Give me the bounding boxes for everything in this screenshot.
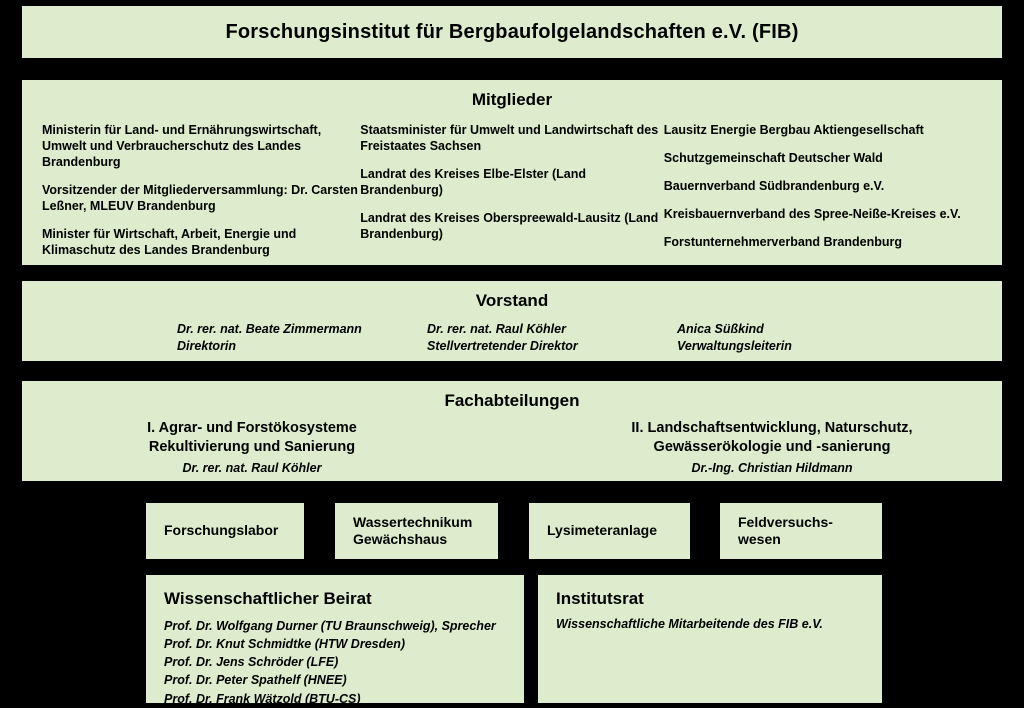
department-line1: I. Agrar- und Forstökosysteme (147, 420, 357, 436)
board-member-role: Direktorin (177, 338, 237, 353)
departments-heading: Fachabteilungen (444, 391, 580, 410)
board-member (677, 321, 927, 355)
list-item: Prof. Dr. Jens Schröder (LFE) (164, 655, 339, 670)
list-item: Schutzgemeinschaft Deutscher Wald (663, 151, 883, 165)
board-member-name: Anica Süßkind (677, 322, 764, 336)
facility-line1: Forschungslabor (164, 522, 279, 539)
facility-box (529, 503, 690, 559)
board-box (22, 281, 1002, 361)
list-item: Forstunternehmerverband Brandenburg (663, 235, 903, 249)
page-title: Forschungsinstitut für Bergbaufolgelandschaften e.V. (FIB) (225, 20, 799, 43)
department (522, 419, 982, 476)
institute-council-box (538, 575, 882, 703)
department-line2: Rekultivierung und Sanierung (148, 438, 356, 455)
facility-line2: Gewächshaus (353, 531, 448, 547)
facility-line1: Wassertechnikum (353, 513, 473, 530)
members-column-3 (664, 122, 982, 258)
facility-box (720, 503, 882, 559)
facility-label (164, 522, 278, 540)
department (42, 419, 522, 476)
board-member-role: Stellvertretender Direktor (427, 338, 578, 353)
departments-box (22, 381, 1002, 481)
board-member (177, 321, 427, 355)
list-item: Staatsminister für Umwelt und Landwirtschaft des Freistaates Sachsen (360, 123, 659, 153)
members-columns (22, 122, 1002, 258)
board-member-name: Dr. rer. nat. Raul Köhler (427, 322, 566, 336)
department-lead: Dr. rer. nat. Raul Köhler (182, 460, 322, 475)
advisory-board-box (146, 575, 524, 706)
members-column-2 (360, 122, 664, 258)
members-column-1 (42, 122, 360, 258)
department-line1: II. Landschaftsentwicklung, Naturschutz, (631, 420, 913, 436)
board-heading: Vorstand (475, 291, 549, 310)
list-item: Prof. Dr. Wolfgang Durner (TU Braunschweig), Sprecher (164, 619, 496, 633)
facility-label (353, 514, 472, 549)
board-member-name: Dr. rer. nat. Beate Zimmermann (177, 322, 362, 336)
institute-council-heading: Institutsrat (556, 589, 644, 608)
department-lead: Dr.-Ing. Christian Hildmann (691, 460, 853, 475)
members-box (22, 80, 1002, 265)
facility-box (335, 503, 498, 559)
advisory-board-list (164, 617, 524, 708)
list-item: Prof. Dr. Frank Wätzold (BTU-CS) (164, 691, 361, 706)
facility-line1: Feldversuchs- (738, 513, 833, 530)
members-heading: Mitglieder (471, 90, 553, 109)
list-item: Landrat des Kreises Oberspreewald-Lausitz (Land Brandenburg) (360, 211, 659, 241)
list-item: Kreisbauernverband des Spree-Neiße-Kreises e.V. (663, 207, 961, 221)
list-item: Landrat des Kreises Elbe-Elster (Land Brandenburg) (360, 167, 586, 197)
departments-row (22, 419, 1002, 476)
department-line2: Gewässerökologie und -sanierung (653, 438, 891, 455)
list-item: Lausitz Energie Bergbau Aktiengesellschaft (663, 123, 924, 137)
institute-council-note: Wissenschaftliche Mitarbeitende des FIB e.V. (556, 617, 823, 631)
facility-line1: Lysimeteranlage (547, 522, 657, 539)
advisory-board-heading: Wissenschaftlicher Beirat (164, 589, 372, 608)
facility-line2: wesen (738, 531, 781, 547)
board-member (427, 321, 677, 355)
board-member-role: Verwaltungsleiterin (677, 338, 792, 353)
list-item: Ministerin für Land- und Ernährungswirtschaft, Umwelt und Verbraucherschutz des Landes Brandenburg (42, 123, 322, 169)
facility-label (738, 514, 833, 549)
list-item: Prof. Dr. Peter Spathelf (HNEE) (164, 673, 347, 688)
list-item: Minister für Wirtschaft, Arbeit, Energie und Klimaschutz des Landes Brandenburg (42, 227, 297, 257)
institute-title-box (22, 6, 1002, 58)
board-members (22, 321, 1002, 355)
list-item: Bauernverband Südbrandenburg e.V. (663, 179, 885, 193)
facility-box (146, 503, 304, 559)
list-item: Vorsitzender der Mitgliederversammlung: Dr. Carsten Leßner, MLEUV Brandenburg (42, 183, 358, 213)
facility-label (547, 522, 657, 540)
list-item: Prof. Dr. Knut Schmidtke (HTW Dresden) (164, 637, 405, 652)
